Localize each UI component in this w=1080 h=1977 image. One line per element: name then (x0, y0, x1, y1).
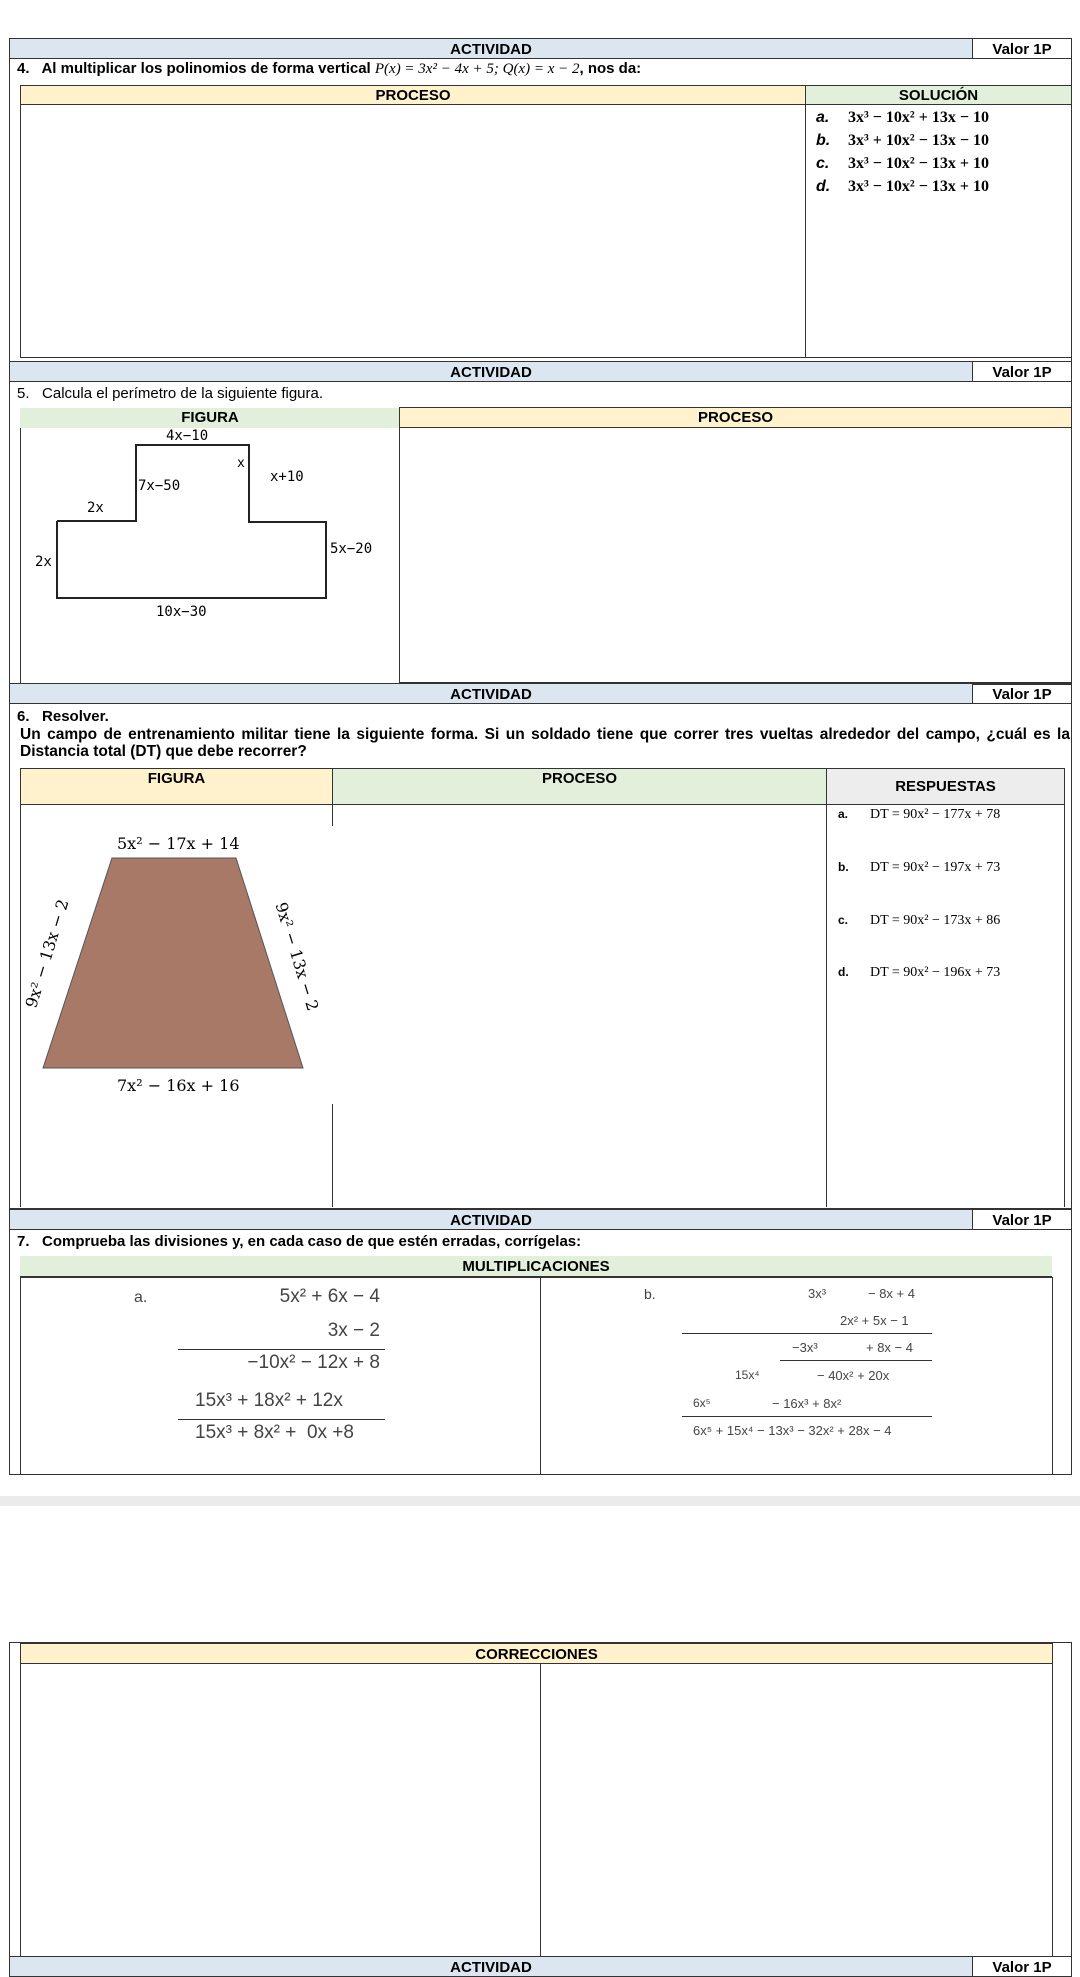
actividad-label: ACTIVIDAD (450, 364, 532, 381)
q5-label-2x-top: 2x (87, 500, 104, 516)
correcciones-header (20, 1643, 1053, 1664)
q5-number: 5. (17, 385, 30, 402)
q6-text: Un campo de entrenamiento militar tiene la siguiente forma. Si un soldado tiene que correr tres vueltas alrededor del campo, ¿cuál es la Distancia total (DT) que debe recorrer? (20, 726, 1070, 760)
q4-question (9, 59, 1009, 79)
q6-answer-a[interactable] (838, 807, 1000, 823)
q5-proceso-area (399, 427, 1072, 683)
q7-b-l3b: + 8x − 4 (866, 1340, 913, 1355)
valor-label: Valor 1P (992, 1212, 1052, 1229)
q5-shape-outline (57, 445, 326, 598)
q4-text-pre: Al multiplicar los polinomios de forma vertical (41, 60, 375, 77)
q5-label-bottom: 10x−30 (156, 604, 207, 620)
q6-trapezoid (43, 858, 303, 1068)
actividad-label: ACTIVIDAD (450, 686, 532, 703)
q6-answer-b[interactable] (838, 860, 1000, 876)
q7-b-rule3 (682, 1416, 932, 1417)
q6-divider-4 (1064, 804, 1065, 1207)
q7-a-letter: a. (134, 1289, 148, 1306)
q7-b-l5b: − 16x³ + 8x² (772, 1396, 842, 1411)
option-expr: 3x³ − 10x² + 13x − 10 (848, 109, 989, 126)
q4-options (816, 106, 1066, 198)
q4-solucion-label: SOLUCIÓN (898, 87, 979, 104)
q5-proceso-header (399, 407, 1072, 428)
answer-expr: DT = 90x² − 196x + 73 (870, 965, 1001, 980)
option-letter: a. (816, 109, 830, 126)
q5-figure-svg (20, 428, 400, 628)
option-letter: c. (816, 155, 830, 172)
q7-b-l1b: − 8x + 4 (868, 1286, 915, 1301)
q7-a-rule2 (178, 1419, 385, 1420)
q6-figura-header (20, 768, 333, 805)
answer-letter: c. (838, 913, 849, 927)
answer-letter: b. (838, 860, 849, 874)
q5-figura-label: FIGURA (181, 409, 239, 426)
q7-header (20, 1256, 1052, 1277)
actividad-label: ACTIVIDAD (450, 1959, 532, 1976)
correcciones-left[interactable] (20, 1663, 541, 1957)
valor-label: Valor 1P (992, 364, 1052, 381)
q4-text-post: , nos da: (579, 60, 642, 77)
q4-actividad-header (9, 38, 973, 59)
correcciones-label: CORRECCIONES (475, 1646, 598, 1663)
q6-respuestas-header (826, 768, 1065, 805)
option-letter: d. (816, 178, 831, 195)
q7-b-l6: 6x⁵ + 15x⁴ − 13x³ − 32x² + 28x − 4 (693, 1423, 892, 1438)
q5-figura-header (20, 408, 400, 428)
q7-b-l3a: −3x³ (792, 1340, 818, 1355)
q6-divider-3 (826, 804, 827, 1207)
valor-label: Valor 1P (992, 1959, 1052, 1976)
q6-title-text: Resolver. (42, 708, 109, 725)
q5-label-x10: x+10 (270, 469, 304, 485)
page-break (0, 1496, 1080, 1506)
q7-b-l5a: 6x⁵ (693, 1396, 711, 1410)
answer-expr: DT = 90x² − 197x + 73 (870, 860, 1001, 875)
answer-letter: d. (838, 965, 849, 979)
q7-cell-b (540, 1277, 1053, 1475)
q7-b-l4b: − 40x² + 20x (817, 1368, 890, 1383)
q4-proceso-label: PROCESO (375, 87, 451, 104)
q4-solucion-header (805, 85, 1072, 105)
q5-label-7x: 7x−50 (138, 478, 181, 494)
q4-option-c[interactable] (816, 152, 1066, 175)
q4-proceso-area (20, 104, 806, 358)
q7-b-rule2 (780, 1360, 932, 1361)
q7-a-line4: 15x³ + 18x² + 12x (195, 1390, 343, 1411)
q6-number: 6. (17, 708, 30, 725)
q7-valor-cell (972, 1209, 1072, 1230)
q5-text: Calcula el perímetro de la siguiente figura. (42, 385, 324, 402)
q7-question (9, 1232, 1009, 1251)
q6-label-top: 5x² − 17x + 14 (117, 834, 240, 853)
q6-title (9, 707, 109, 726)
q5-label-x: x (237, 456, 245, 471)
correcciones-right[interactable] (540, 1663, 1053, 1957)
q7-a-line2: 3x − 2 (327, 1320, 380, 1341)
q4-option-a[interactable] (816, 106, 1066, 129)
q4-option-d[interactable] (816, 175, 1066, 198)
q6-label-left: 9x² − 13x − 2 (21, 897, 73, 1010)
q4-formula: P(x) = 3x² − 4x + 5; Q(x) = x − 2 (374, 61, 580, 77)
q6-respuestas-label: RESPUESTAS (895, 778, 996, 795)
actividad-label: ACTIVIDAD (450, 1212, 532, 1229)
q5-label-2x-left: 2x (35, 554, 52, 570)
q7-a-line1: 5x² + 6x − 4 (279, 1286, 380, 1307)
page2-actividad-header (9, 1956, 973, 1977)
q7-b-rule1 (682, 1333, 932, 1334)
q4-number: 4. (17, 60, 30, 77)
q6-answer-c[interactable] (838, 913, 1000, 929)
actividad-label: ACTIVIDAD (450, 41, 532, 58)
valor-label: Valor 1P (992, 41, 1052, 58)
q5-label-5x: 5x−20 (330, 541, 373, 557)
q6-divider-2 (332, 1104, 333, 1207)
q7-a-line5: 15x³ + 8x² + 0x +8 (195, 1422, 354, 1443)
q6-proceso-header (332, 768, 827, 805)
q7-header-label: MULTIPLICACIONES (462, 1258, 610, 1275)
answer-expr: DT = 90x² − 173x + 86 (870, 913, 1001, 928)
valor-label: Valor 1P (992, 686, 1052, 703)
q7-b-l4a: 15x⁴ (735, 1368, 760, 1382)
q6-valor-cell (972, 683, 1072, 704)
q5-valor-cell (972, 361, 1072, 382)
q7-b-letter: b. (644, 1286, 656, 1302)
option-expr: 3x³ + 10x² − 13x − 10 (848, 132, 989, 149)
q5-proceso-label: PROCESO (697, 409, 773, 426)
q6-proceso-label: PROCESO (541, 770, 617, 787)
q7-number: 7. (17, 1233, 30, 1250)
q7-text: Comprueba las divisiones y, en cada caso de que estén erradas, corrígelas: (42, 1233, 582, 1250)
q4-valor-cell (972, 38, 1072, 59)
q5-label-top: 4x−10 (166, 428, 209, 444)
q5-actividad-header (9, 361, 973, 382)
q7-a-rule1 (178, 1349, 385, 1350)
q6-figura-label: FIGURA (147, 770, 206, 787)
q6-answer-d[interactable] (838, 965, 1000, 981)
answer-expr: DT = 90x² − 177x + 78 (870, 807, 1001, 822)
q6-label-bottom: 7x² − 16x + 16 (117, 1076, 240, 1095)
q6-label-right: 9x² − 13x − 2 (271, 900, 323, 1013)
q7-actividad-header (9, 1209, 973, 1230)
option-letter: b. (816, 132, 831, 149)
q5-question (9, 384, 1009, 403)
q4-proceso-header (20, 85, 806, 105)
q7-b-l2: 2x² + 5x − 1 (840, 1313, 909, 1328)
q7-a-line3: −10x² − 12x + 8 (247, 1352, 380, 1373)
q7-b-l1a: 3x³ (808, 1286, 827, 1301)
option-expr: 3x³ − 10x² − 13x + 10 (848, 178, 989, 195)
q6-actividad-header (9, 683, 973, 704)
page2-valor-cell (972, 1956, 1072, 1977)
q4-option-b[interactable] (816, 129, 1066, 152)
option-expr: 3x³ − 10x² − 13x + 10 (848, 155, 989, 172)
answer-letter: a. (838, 807, 849, 821)
